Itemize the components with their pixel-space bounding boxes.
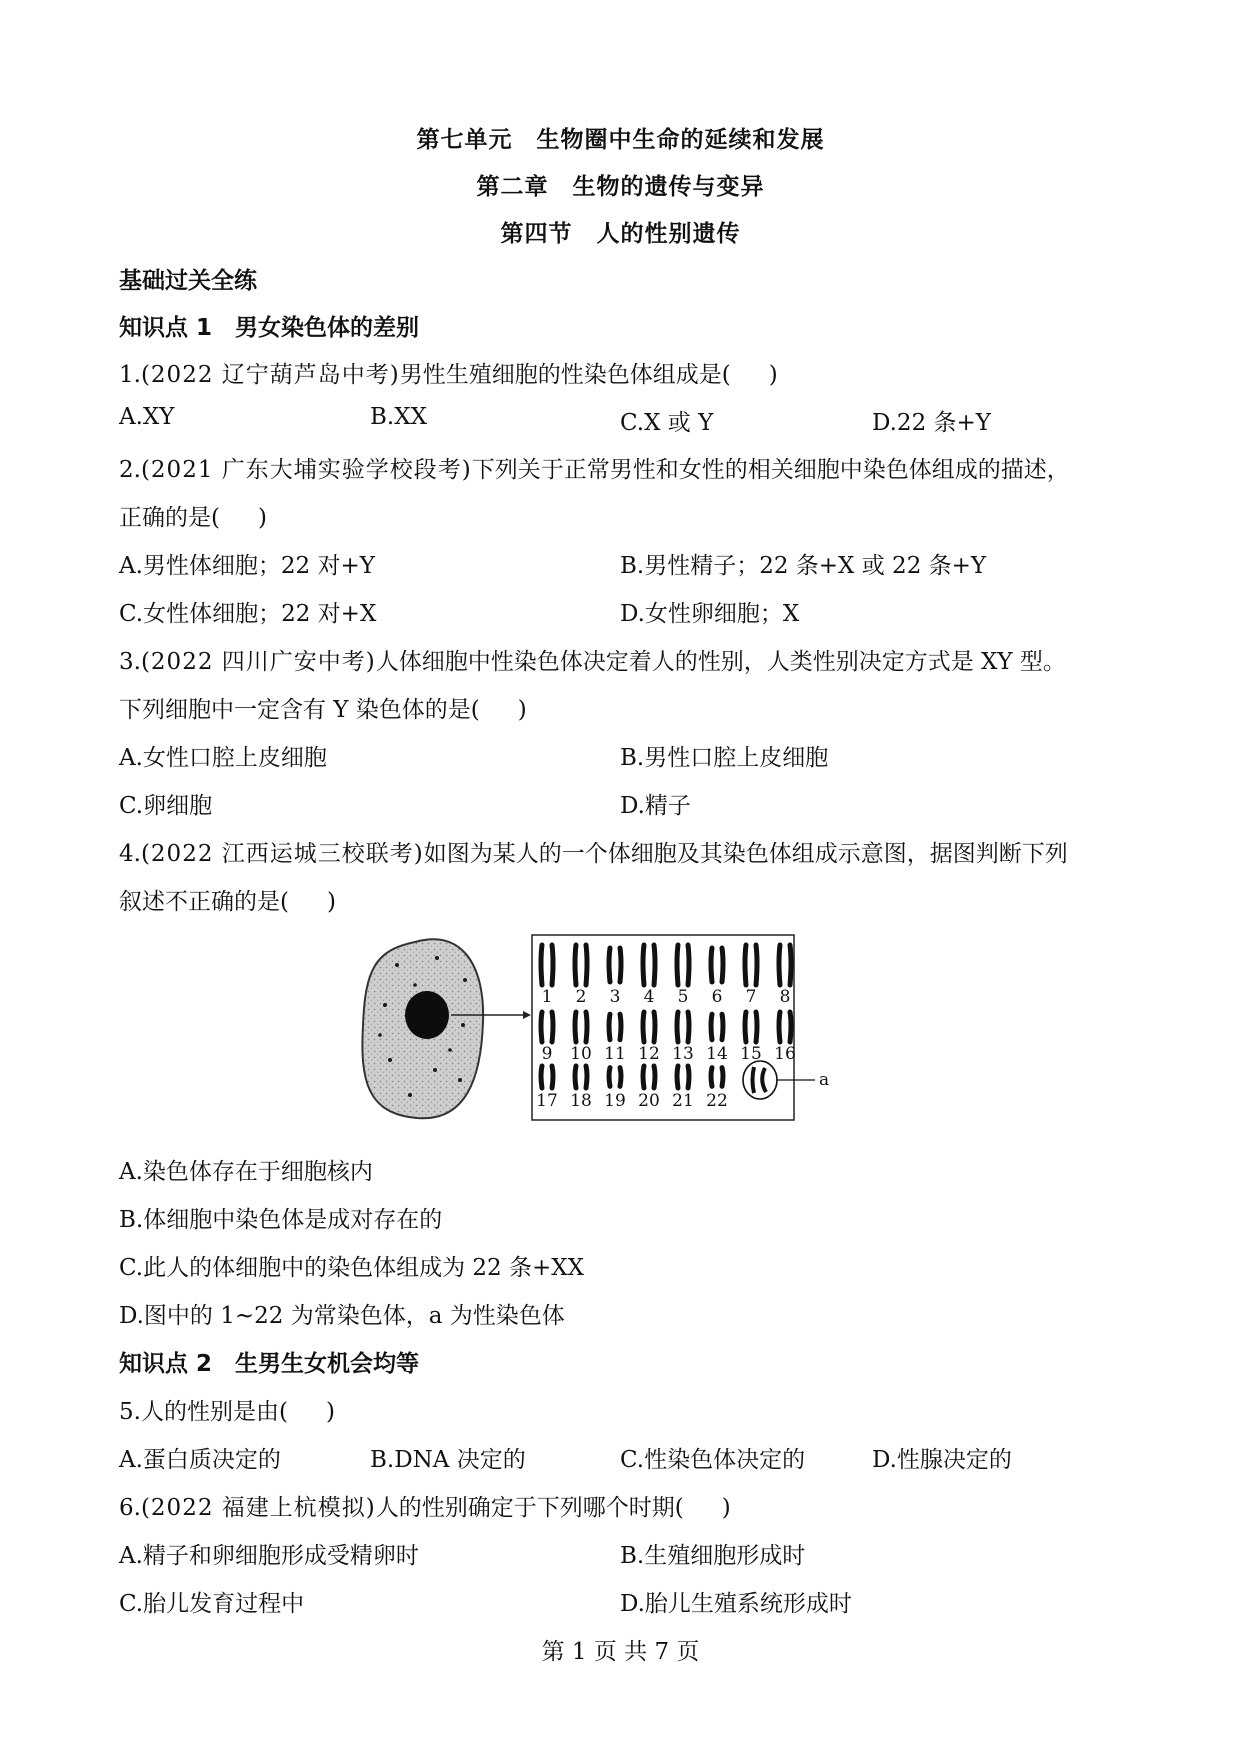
chromosome-number-17: 17 [536, 1091, 558, 1111]
q3-stem-2: 下列细胞中一定含有 Y 染色体的是( [119, 697, 480, 723]
q3-source: (2022 四川广安中考) [140, 649, 376, 675]
chromosome-number-20: 20 [638, 1091, 660, 1111]
chromosome-number-15: 15 [740, 1044, 762, 1064]
chapter-title: 第二章 生物的遗传与变异 [476, 174, 765, 200]
q2-option-d: D.女性卵细胞；X [620, 601, 800, 627]
q1-option-b: B.XX [370, 404, 427, 430]
knowledge-point-1: 知识点 1 男女染色体的差别 [119, 315, 420, 341]
chromosome-number-8: 8 [779, 987, 791, 1007]
q5-option-c: C.性染色体决定的 [620, 1447, 806, 1473]
chromosome-number-5: 5 [677, 987, 689, 1007]
q5-close: ) [325, 1399, 335, 1425]
unit-title: 第七单元 生物圈中生命的延续和发展 [416, 127, 825, 153]
q6-option-c: C.胎儿发育过程中 [119, 1591, 305, 1617]
chromosome-number-16: 16 [774, 1044, 796, 1064]
q4-close: ) [326, 889, 336, 915]
chromosome-number-4: 4 [643, 987, 655, 1007]
chromosome-number-22: 22 [706, 1091, 728, 1111]
q4-option-c: C.此人的体细胞中的染色体组成为 22 条+XX [119, 1255, 584, 1281]
q1-option-c: C.X 或 Y [620, 410, 714, 436]
chromosome-number-13: 13 [672, 1044, 694, 1064]
chromosome-number-14: 14 [706, 1044, 728, 1064]
chromosome-number-21: 21 [672, 1091, 694, 1111]
q3-close: ) [517, 697, 527, 723]
q6-option-a: A.精子和卵细胞形成受精卵时 [119, 1543, 419, 1569]
q4-option-d: D.图中的 1~22 为常染色体，a 为性染色体 [119, 1303, 565, 1329]
q4-stem: 如图为某人的一个体细胞及其染色体组成示意图，据图判断下列 [423, 841, 1068, 867]
chromosome-number-11: 11 [604, 1044, 626, 1064]
question-6 [119, 1489, 731, 1522]
q5-number: 5. [119, 1399, 141, 1425]
chromosome-number-3: 3 [609, 987, 621, 1007]
q4-option-a: A.染色体存在于细胞核内 [119, 1159, 373, 1185]
question-3-continued [119, 691, 527, 724]
q4-stem-2: 叙述不正确的是( [119, 889, 289, 915]
chromosome-number-7: 7 [745, 987, 757, 1007]
chromosome-number-12: 12 [638, 1044, 660, 1064]
chromosome-number-10: 10 [570, 1044, 592, 1064]
q6-stem: 人的性别确定于下列哪个时期( [375, 1495, 684, 1521]
q3-option-c: C.卵细胞 [119, 793, 213, 819]
question-4 [119, 835, 1068, 868]
q2-option-c: C.女性体细胞；22 对+X [119, 601, 377, 627]
q1-option-a: A.XY [119, 404, 175, 430]
knowledge-point-2: 知识点 2 生男生女机会均等 [119, 1351, 420, 1377]
q3-option-a: A.女性口腔上皮细胞 [119, 745, 327, 771]
chromosome-number-2: 2 [575, 987, 587, 1007]
q3-option-d: D.精子 [620, 793, 691, 819]
q1-option-d: D.22 条+Y [872, 410, 991, 436]
q4-option-b: B.体细胞中染色体是成对存在的 [119, 1207, 443, 1233]
q2-source: (2021 广东大埔实验学校段考) [140, 457, 472, 483]
page-footer: 第 1 页 共 7 页 [541, 1639, 700, 1665]
q1-close: ) [768, 362, 778, 388]
sex-chromosome-label: a [819, 1070, 830, 1090]
cell-karyotype-figure [355, 930, 885, 1125]
question-2-continued [119, 499, 267, 532]
section-title: 第四节 人的性别遗传 [500, 221, 741, 247]
question-2 [119, 451, 1070, 484]
q1-stem: 男性生殖细胞的性染色体组成是( [399, 362, 731, 388]
chromosome-number-1: 1 [541, 987, 553, 1007]
question-1 [119, 356, 778, 389]
chromosome-number-9: 9 [541, 1044, 553, 1064]
question-4-continued [119, 883, 336, 916]
q1-number: 1. [119, 362, 141, 388]
q2-stem-2: 正确的是( [119, 505, 220, 531]
q6-option-b: B.生殖细胞形成时 [620, 1543, 806, 1569]
q2-close: ) [257, 505, 267, 531]
body-cell [362, 939, 483, 1118]
question-5 [119, 1393, 335, 1426]
q5-stem: 人的性别是由( [140, 1399, 288, 1425]
q4-number: 4. [119, 841, 141, 867]
cell-nucleus [405, 991, 449, 1039]
chromosome-number-6: 6 [711, 987, 723, 1007]
q5-option-d: D.性腺决定的 [872, 1447, 1012, 1473]
question-3 [119, 643, 1066, 676]
q5-option-a: A.蛋白质决定的 [119, 1447, 281, 1473]
q1-source: (2022 辽宁葫芦岛中考) [140, 362, 400, 388]
q3-number: 3. [119, 649, 141, 675]
q6-source: (2022 福建上杭模拟) [140, 1495, 376, 1521]
chromosome-number-19: 19 [604, 1091, 626, 1111]
q2-stem: 下列关于正常男性和女性的相关细胞中染色体组成的描述， [471, 457, 1070, 483]
q6-close: ) [721, 1495, 731, 1521]
q2-number: 2. [119, 457, 141, 483]
practice-heading: 基础过关全练 [119, 268, 257, 294]
q4-source: (2022 江西运城三校联考) [140, 841, 424, 867]
q3-stem: 人体细胞中性染色体决定着人的性别，人类性别决定方式是 XY 型。 [375, 649, 1066, 675]
q5-option-b: B.DNA 决定的 [370, 1447, 526, 1473]
q6-option-d: D.胎儿生殖系统形成时 [620, 1591, 852, 1617]
chromosome-number-18: 18 [570, 1091, 592, 1111]
q6-number: 6. [119, 1495, 141, 1521]
q2-option-b: B.男性精子；22 条+X 或 22 条+Y [620, 553, 987, 579]
q2-option-a: A.男性体细胞；22 对+Y [119, 553, 375, 579]
q3-option-b: B.男性口腔上皮细胞 [620, 745, 829, 771]
